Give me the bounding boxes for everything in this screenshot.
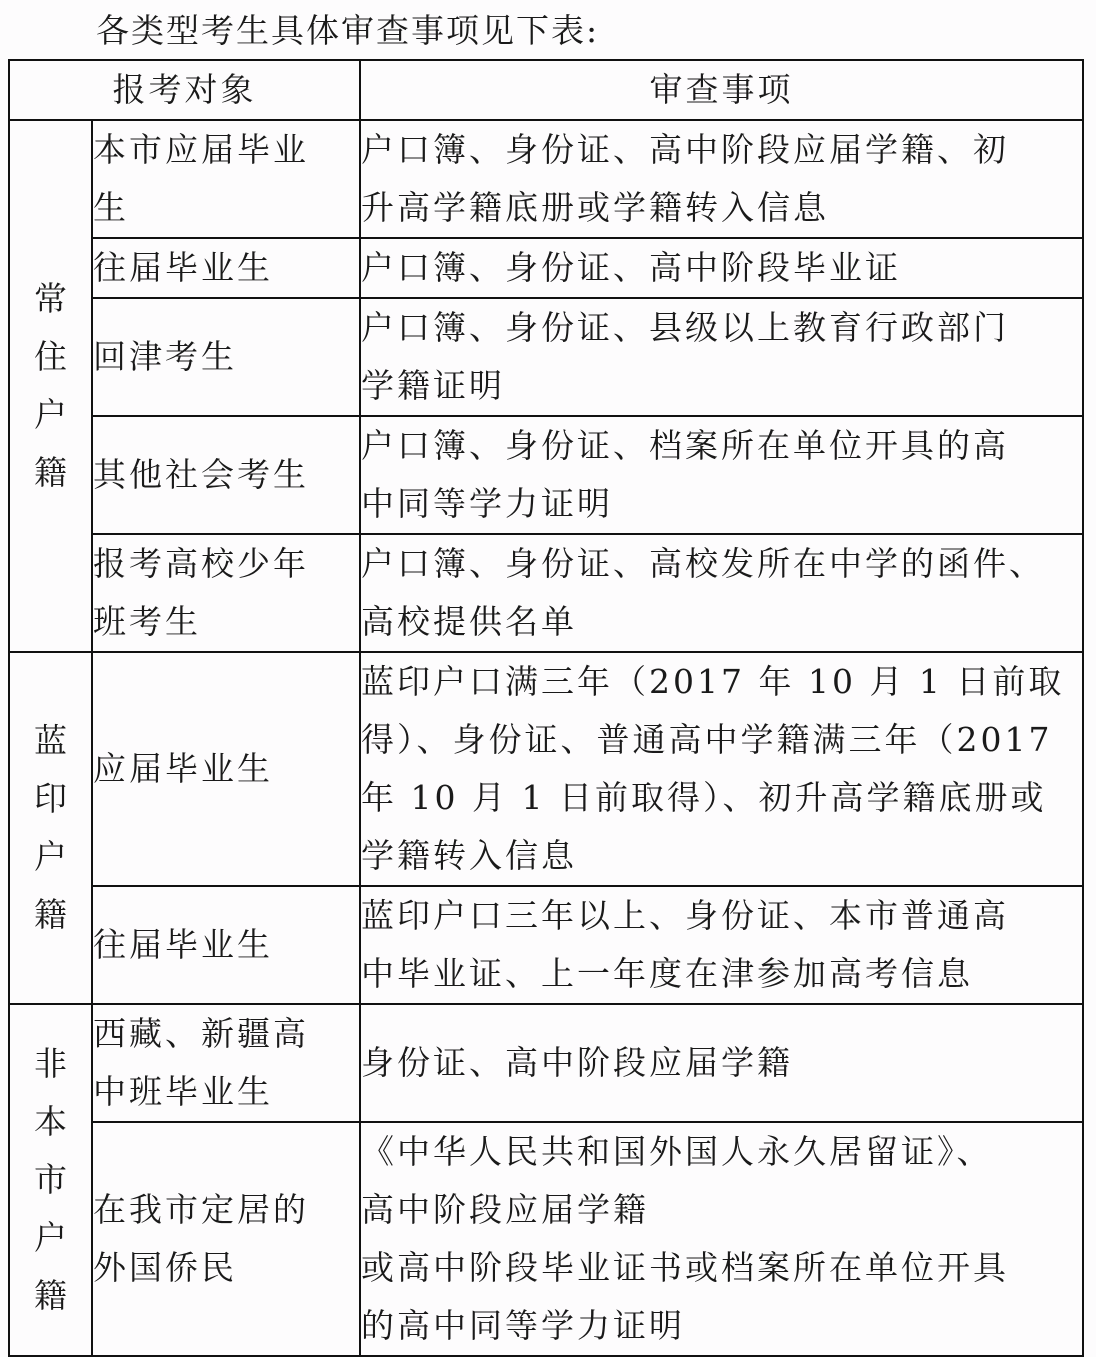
applicant-type-cell: 在我市定居的 外国侨民 (92, 1122, 360, 1356)
table-row (9, 886, 1083, 1004)
review-items-cell: 身份证、高中阶段应届学籍 (360, 1004, 1083, 1122)
intro-text: 各类型考生具体审查事项见下表: (96, 11, 600, 50)
review-items-cell: 户口簿、身份证、高中阶段应届学籍、初 升高学籍底册或学籍转入信息 (360, 120, 1083, 238)
table-row (9, 1122, 1083, 1356)
table-row (9, 120, 1083, 238)
group-label: 蓝印户籍 (34, 721, 67, 934)
applicant-type-cell: 往届毕业生 (92, 238, 360, 298)
table-row (9, 298, 1083, 416)
applicant-type-cell: 应届毕业生 (92, 652, 360, 886)
table-row (9, 534, 1083, 652)
header-review-items: 审查事项 (360, 60, 1083, 120)
review-items-cell: 户口簿、身份证、高校发所在中学的函件、 高校提供名单 (360, 534, 1083, 652)
applicant-type-cell: 西藏、新疆高 中班毕业生 (92, 1004, 360, 1122)
review-items-table (8, 59, 1084, 1357)
review-items-cell: 蓝印户口满三年（2017 年 10 月 1 日前取 得）、身份证、普通高中学籍满三年（2017 年 10 月 1 日前取得）、初升高学籍底册或 学籍转入信息 (360, 652, 1083, 886)
review-items-cell: 户口簿、身份证、档案所在单位开具的高 中同等学力证明 (360, 416, 1083, 534)
group-blue-stamp-residence (9, 652, 92, 1004)
group-permanent-residence (9, 120, 92, 652)
table-row (9, 652, 1083, 886)
table-row (9, 1004, 1083, 1122)
table-row (9, 416, 1083, 534)
review-items-cell: 户口簿、身份证、县级以上教育行政部门 学籍证明 (360, 298, 1083, 416)
table-header-row (9, 60, 1083, 120)
review-items-cell: 《中华人民共和国外国人永久居留证》、 高中阶段应届学籍 或高中阶段毕业证书或档案所在单位开具 的高中同等学力证明 (360, 1122, 1083, 1356)
header-applicant-type: 报考对象 (9, 60, 360, 120)
applicant-type-cell: 本市应届毕业 生 (92, 120, 360, 238)
applicant-type-cell: 回津考生 (92, 298, 360, 416)
group-label: 非本市户籍 (34, 1044, 67, 1315)
table-row (9, 238, 1083, 298)
review-items-cell: 蓝印户口三年以上、身份证、本市普通高 中毕业证、上一年度在津参加高考信息 (360, 886, 1083, 1004)
applicant-type-cell: 往届毕业生 (92, 886, 360, 1004)
group-non-local-residence (9, 1004, 92, 1356)
review-items-cell: 户口簿、身份证、高中阶段毕业证 (360, 238, 1083, 298)
group-label: 常住户籍 (34, 279, 67, 492)
applicant-type-cell: 其他社会考生 (92, 416, 360, 534)
applicant-type-cell: 报考高校少年 班考生 (92, 534, 360, 652)
